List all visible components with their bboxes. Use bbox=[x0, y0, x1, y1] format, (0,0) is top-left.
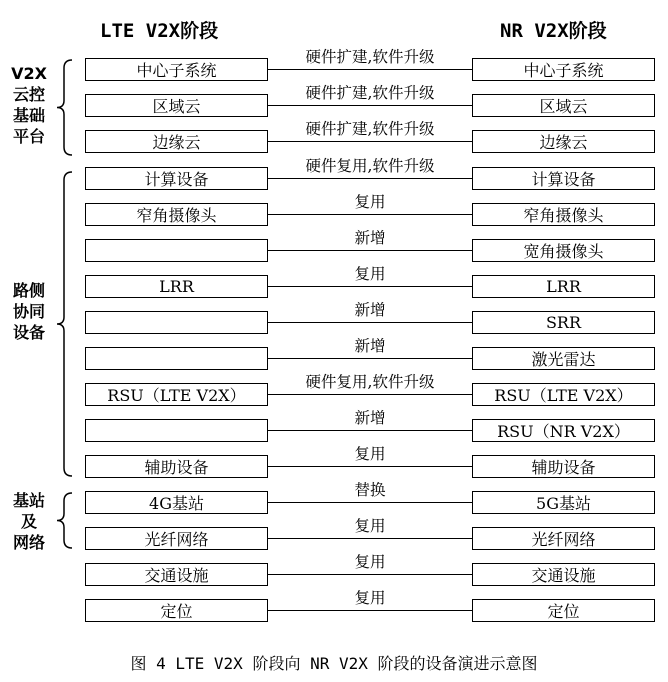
evolution-connector bbox=[268, 394, 472, 395]
group-brace bbox=[57, 493, 72, 548]
header-nr-v2x: NR V2X阶段 bbox=[500, 20, 607, 42]
evolution-connector bbox=[268, 105, 472, 106]
evolution-connector bbox=[268, 141, 472, 142]
nr-device-box: 激光雷达 bbox=[472, 347, 655, 370]
group-brace bbox=[57, 172, 72, 476]
evolution-connector bbox=[268, 250, 472, 251]
lte-device-box: LRR bbox=[85, 275, 268, 298]
evolution-connector bbox=[268, 502, 472, 503]
evolution-label: 新增 bbox=[354, 409, 386, 427]
evolution-label: 新增 bbox=[354, 337, 386, 355]
evolution-connector bbox=[268, 358, 472, 359]
evolution-connector bbox=[268, 286, 472, 287]
evolution-connector bbox=[268, 178, 472, 179]
nr-device-box: 光纤网络 bbox=[472, 527, 655, 550]
group-label: 路侧 协同 设备 bbox=[12, 281, 45, 342]
evolution-label: 硬件扩建,软件升级 bbox=[305, 48, 435, 66]
evolution-label: 复用 bbox=[354, 445, 386, 463]
evolution-label: 复用 bbox=[354, 193, 386, 211]
group-label: 基站 及 网络 bbox=[12, 491, 45, 552]
nr-device-box: 计算设备 bbox=[472, 167, 655, 190]
nr-device-box: 5G基站 bbox=[472, 491, 655, 514]
lte-device-box: 窄角摄像头 bbox=[85, 203, 268, 226]
lte-device-box: 4G基站 bbox=[85, 491, 268, 514]
evolution-label: 新增 bbox=[354, 229, 386, 247]
lte-device-box: 区域云 bbox=[85, 94, 268, 117]
evolution-label: 复用 bbox=[354, 553, 386, 571]
nr-device-box: 定位 bbox=[472, 599, 655, 622]
evolution-label: 新增 bbox=[354, 301, 386, 319]
lte-device-box: 交通设施 bbox=[85, 563, 268, 586]
evolution-connector bbox=[268, 214, 472, 215]
lte-device-box: 辅助设备 bbox=[85, 455, 268, 478]
nr-device-box: RSU（LTE V2X） bbox=[472, 383, 655, 406]
lte-device-box bbox=[85, 347, 268, 370]
evolution-connector bbox=[268, 430, 472, 431]
evolution-label: 复用 bbox=[354, 589, 386, 607]
nr-device-box: 边缘云 bbox=[472, 130, 655, 153]
evolution-label: 硬件复用,软件升级 bbox=[305, 157, 435, 175]
lte-device-box: 定位 bbox=[85, 599, 268, 622]
evolution-label: 硬件复用,软件升级 bbox=[305, 373, 435, 391]
nr-device-box: 交通设施 bbox=[472, 563, 655, 586]
evolution-label: 硬件扩建,软件升级 bbox=[305, 84, 435, 102]
lte-device-box bbox=[85, 419, 268, 442]
evolution-label: 复用 bbox=[354, 517, 386, 535]
lte-device-box: RSU（LTE V2X） bbox=[85, 383, 268, 406]
lte-device-box: 计算设备 bbox=[85, 167, 268, 190]
lte-device-box: 光纤网络 bbox=[85, 527, 268, 550]
header-lte-v2x: LTE V2X阶段 bbox=[100, 20, 219, 42]
nr-device-box: LRR bbox=[472, 275, 655, 298]
figure-caption: 图 4 LTE V2X 阶段向 NR V2X 阶段的设备演进示意图 bbox=[130, 654, 538, 673]
group-brace bbox=[57, 60, 72, 155]
evolution-connector bbox=[268, 69, 472, 70]
evolution-connector bbox=[268, 574, 472, 575]
nr-device-box: RSU（NR V2X） bbox=[472, 419, 655, 442]
nr-device-box: 区域云 bbox=[472, 94, 655, 117]
evolution-label: 硬件扩建,软件升级 bbox=[305, 120, 435, 138]
nr-device-box: 窄角摄像头 bbox=[472, 203, 655, 226]
evolution-connector bbox=[268, 538, 472, 539]
group-label: V2X 云控 基础 平台 bbox=[11, 64, 47, 146]
nr-device-box: 宽角摄像头 bbox=[472, 239, 655, 262]
nr-device-box: 中心子系统 bbox=[472, 58, 655, 81]
nr-device-box: 辅助设备 bbox=[472, 455, 655, 478]
nr-device-box: SRR bbox=[472, 311, 655, 334]
evolution-label: 复用 bbox=[354, 265, 386, 283]
lte-device-box: 中心子系统 bbox=[85, 58, 268, 81]
lte-device-box: 边缘云 bbox=[85, 130, 268, 153]
evolution-connector bbox=[268, 322, 472, 323]
evolution-label: 替换 bbox=[354, 481, 386, 499]
lte-device-box bbox=[85, 311, 268, 334]
evolution-connector bbox=[268, 466, 472, 467]
lte-device-box bbox=[85, 239, 268, 262]
evolution-connector bbox=[268, 610, 472, 611]
